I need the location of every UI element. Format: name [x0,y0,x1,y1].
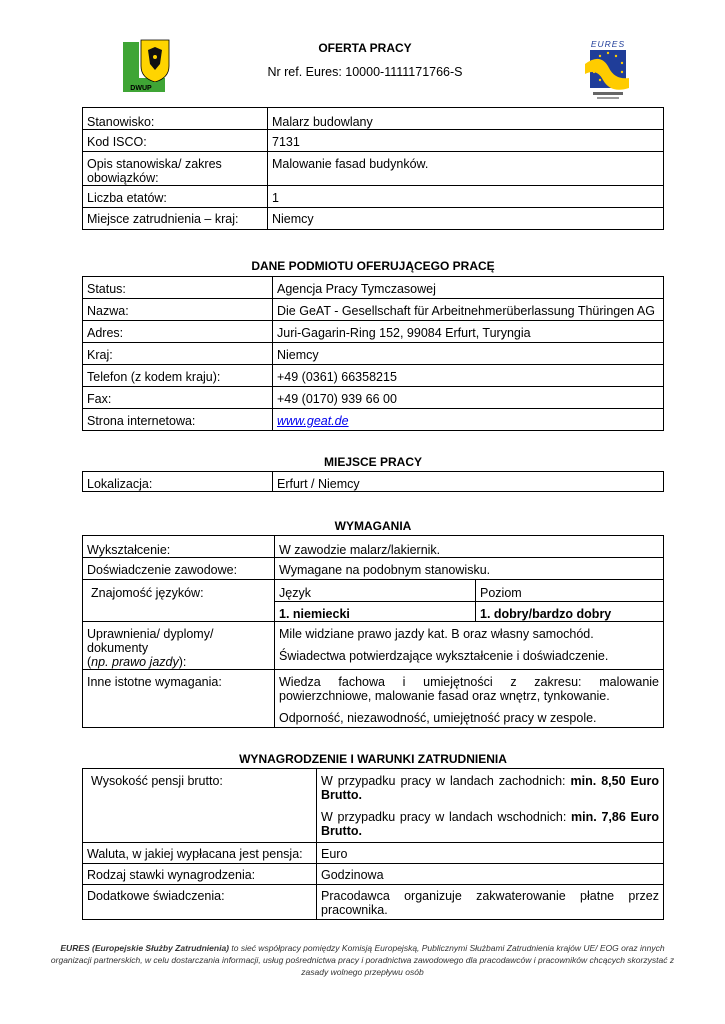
isco-label: Kod ISCO: [83,130,268,152]
phone-value: +49 (0361) 66358215 [273,365,664,387]
name-value: Die GeAT - Gesellschaft für Arbeitnehmerüberlassung Thüringen AG [273,299,664,321]
table-row [83,299,664,321]
fax-value: +49 (0170) 939 66 00 [273,387,664,409]
experience-label: Doświadczenie zawodowe: [83,558,275,580]
table-row [83,769,664,843]
employer-country-label: Kraj: [83,343,273,365]
salary-east-text: W przypadku pracy w landach wschodnich: [321,810,572,824]
name-label: Nazwa: [83,299,273,321]
reference-number: Nr ref. Eures: 10000-1111171766-S [267,65,463,79]
address-value: Juri-Gagarin-Ring 152, 99084 Erfurt, Turyngia [273,321,664,343]
language-column-header: Język [275,580,476,602]
country-value: Niemcy [268,208,664,230]
table-row [83,387,664,409]
permissions-label [83,622,275,670]
table-row [83,130,664,152]
rate-type-label: Rodzaj stawki wynagrodzenia: [83,864,317,885]
address-label: Adres: [83,321,273,343]
language-value: 1. niemiecki [275,602,476,622]
gross-salary-value [317,769,664,843]
locality-label: Lokalizacja: [83,472,273,492]
website-cell [273,409,664,431]
table-row [83,536,664,558]
table-row [83,580,664,602]
status-value: Agencja Pracy Tymczasowej [273,277,664,299]
position-label: Stanowisko: [83,108,268,130]
website-link[interactable]: www.geat.de [277,414,349,428]
education-value: W zawodzie malarz/lakiernik. [275,536,664,558]
dwup-logo-text: DWUP [130,85,152,92]
permissions-label-close: ): [178,655,187,669]
salary-table [82,768,664,920]
eures-logo [583,38,633,104]
table-row [83,864,664,885]
employer-table [82,276,664,431]
salary-west-text: W przypadku pracy w landach zachodnich: [321,774,571,788]
permissions-value-1: Mile widziane prawo jazdy kat. B oraz własny samochód. [279,627,594,641]
footer-text: to sieć współpracy pomiędzy Komisją Europejską, Publicznymi Służbami Zatrudnienia krajów UE/ EOG oraz innych organizacji partnerskich, w celu dostarczania informacji, usług pośrednictwa pracy i poradnictwa zawodowego dla pracodawców i pracowników chcących skorzystać z zasady wolnego przepływu osób [50,943,675,977]
footer-note [40,942,685,978]
table-row [83,208,664,230]
website-label: Strona internetowa: [83,409,273,431]
other-requirements-value-1: Wiedza fachowa i umiejętności z zakresu: malowanie powierzchniowe, malowanie fasad oraz wnętrz, tynkowanie. [279,675,659,703]
permissions-label-main: Uprawnienia/ dyplomy/ dokumenty [87,627,214,655]
position-value: Malarz budowlany [268,108,664,130]
employer-country-value: Niemcy [273,343,664,365]
salary-east [321,810,659,838]
languages-label: Znajomość języków: [83,580,275,622]
rate-type-value: Godzinowa [317,864,664,885]
salary-section-title: WYNAGRODZENIE I WARUNKI ZATRUDNIENIA [239,752,507,766]
eures-logo-text: EURES [590,39,626,49]
currency-label: Waluta, w jakiej wypłacana jest pensja: [83,843,317,864]
dwup-logo-icon [117,38,173,96]
eures-logo-icon [583,38,633,104]
positions-count-value: 1 [268,186,664,208]
positions-count-label: Liczba etatów: [83,186,268,208]
gross-salary-label: Wysokość pensji brutto: [83,769,317,843]
table-row [83,885,664,920]
permissions-value [275,622,664,670]
fax-label: Fax: [83,387,273,409]
salary-east-amount: min. 7,86 Euro Brutto. [321,810,659,838]
table-row [83,343,664,365]
status-label: Status: [83,277,273,299]
location-section-title: MIEJSCE PRACY [323,455,423,469]
table-row [83,843,664,864]
other-requirements-label: Inne istotne wymagania: [83,670,275,728]
experience-value: Wymagane na podobnym stanowisku. [275,558,664,580]
table-row [83,321,664,343]
level-value: 1. dobry/bardzo dobry [476,602,664,622]
location-table [82,471,664,492]
page-title: OFERTA PRACY [318,41,412,55]
table-row [83,186,664,208]
benefits-value: Pracodawca organizuje zakwaterowanie płatne przez pracownika. [317,885,664,920]
table-row [83,670,664,728]
locality-value: Erfurt / Niemcy [273,472,664,492]
requirements-section-title: WYMAGANIA [334,519,412,533]
table-row [83,108,664,130]
level-column-header: Poziom [476,580,664,602]
description-label: Opis stanowiska/ zakres obowiązków: [83,152,268,186]
phone-label: Telefon (z kodem kraju): [83,365,273,387]
job-table [82,107,664,230]
table-row [83,152,664,186]
table-row [83,472,664,492]
permissions-value-2: Świadectwa potwierdzające wykształcenie i doświadczenie. [279,649,609,663]
employer-section-title: DANE PODMIOTU OFERUJĄCEGO PRACĘ [251,259,495,273]
other-requirements-value [275,670,664,728]
table-row [83,365,664,387]
isco-value: 7131 [268,130,664,152]
salary-west-amount: min. 8,50 Euro Brutto. [321,774,659,802]
description-value: Malowanie fasad budynków. [268,152,664,186]
table-row [83,277,664,299]
salary-west [321,774,659,802]
dwup-logo [117,38,173,96]
requirements-table [82,535,664,728]
table-row [83,558,664,580]
benefits-label: Dodatkowe świadczenia: [83,885,317,920]
table-row [83,622,664,670]
country-label: Miejsce zatrudnienia – kraj: [83,208,268,230]
permissions-label-example: np. prawo jazdy [91,655,179,669]
permissions-label-open: ( [87,655,92,669]
other-requirements-value-2: Odporność, niezawodność, umiejętność pracy w zespole. [279,711,597,725]
currency-value: Euro [317,843,664,864]
education-label: Wykształcenie: [83,536,275,558]
footer-bold: EURES (Europejskie Służby Zatrudnienia) [60,943,230,953]
table-row [83,409,664,431]
